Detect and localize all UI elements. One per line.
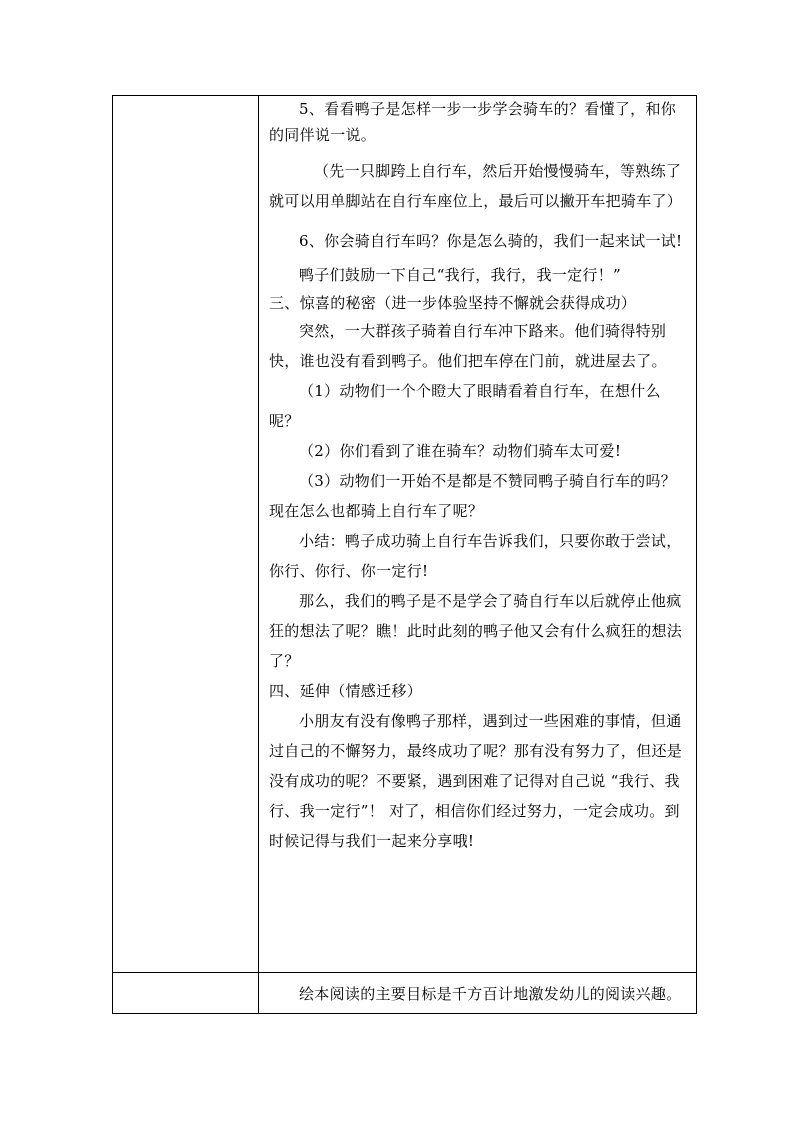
question-1: （1）动物们一个个瞪大了眼睛看着自行车，在想什么呢？ <box>269 382 661 430</box>
section-3-heading: 三、惊喜的秘密（进一步体验坚持不懈就会获得成功） <box>269 294 637 312</box>
section-4-heading: 四、延伸（情感迁移） <box>269 682 423 700</box>
table-row-reflection <box>113 973 697 1014</box>
section-4-extension: 小朋友有没有像鸭子那样，遇到过一些困难的事情，但通过自己的不懈努力，最终成功了呢？那有没有努力了，但还是没有成功的呢？不要紧，遇到困难了记得对自己说 “我行、我行、我一定行”！ 对了，相信你们经过努力，一定会成功。到时候记得与我们一起来分享哦! <box>269 712 683 850</box>
activity-content <box>259 96 696 856</box>
row-label-cell-activity <box>113 96 259 973</box>
reflection-content <box>259 973 696 1007</box>
step-5-question: 5、看看鸭子是怎样一步一步学会骑车的？看懂了，和你的同伴说一说。 <box>269 100 677 144</box>
lesson-plan-table <box>112 95 697 1014</box>
summary-conclusion: 小结：鸭子成功骑上自行车告诉我们，只要你敢于尝试，你行、你行、你一定行! <box>269 532 682 580</box>
encouragement-text: 鸭子们鼓励一下自己“我行，我行，我一定行！” <box>299 266 621 284</box>
step-5-answer: （先一只脚跨上自行车，然后开始慢慢骑车，等熟练了就可以用单脚站在自行车座位上，最后可以撇开车把骑车了） <box>269 162 683 210</box>
step-6-question: 6、你会骑自行车吗？你是怎么骑的，我们一起来试一试! <box>299 232 683 250</box>
reflection-cell <box>259 973 697 1014</box>
activity-content-cell <box>259 96 697 973</box>
question-3: （3）动物们一开始不是都是不赞同鸭子骑自行车的吗？现在怎么也都骑上自行车了呢？ <box>269 472 677 520</box>
section-3-story: 突然，一大群孩子骑着自行车冲下路来。他们骑得特别快，谁也没有看到鸭子。他们把车停在门前，就进屋去了。 <box>269 322 667 370</box>
table-row-activity <box>113 96 697 973</box>
follow-up-question: 那么，我们的鸭子是不是学会了骑自行车以后就停止他疯狂的想法了呢？瞧！此时此刻的鸭子他又会有什么疯狂的想法了？ <box>269 592 683 670</box>
reflection-text: 绘本阅读的主要目标是千方百计地激发幼儿的阅读兴趣。 <box>299 985 682 1003</box>
row-label-cell-reflection <box>113 973 259 1014</box>
question-2: （2）你们看到了谁在骑车？动物们骑车太可爱! <box>299 442 622 460</box>
